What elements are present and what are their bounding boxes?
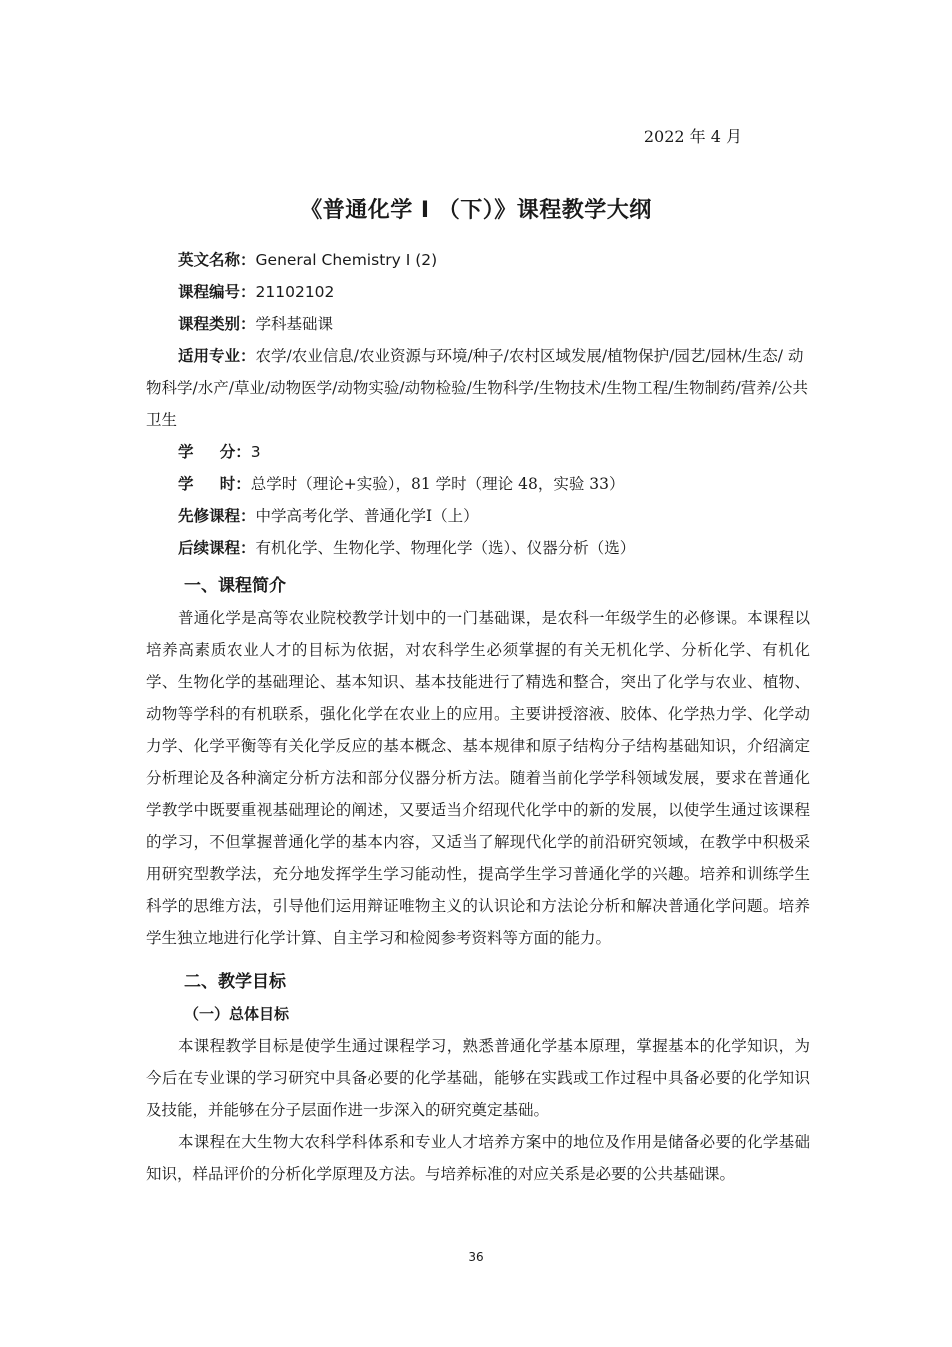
meta-value: 21102102 <box>255 283 335 301</box>
document-title: 《普通化学 I （下）》课程教学大纲 <box>300 198 652 223</box>
section-heading-intro: 一、课程简介 <box>184 576 286 596</box>
meta-value: 总学时（理论+实验），81 学时（理论 48，实验 33） <box>250 475 625 493</box>
meta-value: 农学/农业信息/农业资源与环境/种子/农村区域发展/植物保护/园艺/园林/生态/ 动物科学/水产/草业/动物医学/动物实验/动物检验/生物科学/生物技术/生物工程/生物制药/营养/公共卫生 <box>146 347 808 429</box>
paragraph-objective-1: 本课程教学目标是使学生通过课程学习，熟悉普通化学基本原理，掌握基本的化学知识，为今后在专业课的学习研究中具备必要的化学基础，能够在实践或工作过程中具备必要的化学知识及技能，并能够在分子层面作进一步深入的研究奠定基础。 <box>146 1037 810 1119</box>
meta-prerequisites <box>146 500 810 532</box>
meta-majors <box>146 340 810 436</box>
meta-hours <box>146 468 810 500</box>
meta-course-code <box>146 276 810 308</box>
meta-label: 适用专业： <box>178 347 256 365</box>
meta-value: 中学高考化学、普通化学Ⅰ（上） <box>255 507 479 525</box>
meta-label: 后续课程： <box>178 539 256 557</box>
document-body <box>146 244 810 1190</box>
meta-label: 课程编号： <box>178 283 256 301</box>
meta-english-name <box>146 244 810 276</box>
meta-label: 学 分： <box>178 443 251 461</box>
meta-credits <box>146 436 810 468</box>
meta-label: 先修课程： <box>178 507 256 525</box>
meta-value: 学科基础课 <box>255 315 334 333</box>
paragraph-intro: 普通化学是高等农业院校教学计划中的一门基础课，是农科一年级学生的必修课。本课程以培养高素质农业人才的目标为依据，对农科学生必须掌握的有关无机化学、分析化学、有机化学、生物化学的基础理论、基本知识、基本技能进行了精选和整合，突出了化学与农业、植物、动物等学科的有机联系，强化化学在农业上的应用。主要讲授溶液、胶体、化学热力学、化学动力学、化学平衡等有关化学反应的基本概念、基本规律和原子结构分子结构基础知识，介绍滴定分析理论及各种滴定分析方法和部分仪器分析方法。随着当前化学学科领域发展，要求在普通化学教学中既要重视基础理论的阐述，又要适当介绍现代化学中的新的发展，以使学生通过该课程的学习，不但掌握普通化学的基本内容，又适当了解现代化学的前沿研究领域，在教学中积极采用研究型教学法，充分地发挥学生学习能动性，提高学生学习普通化学的兴趣。培养和训练学生科学的思维方法，引导他们运用辩证唯物主义的认识论和方法论分析和解决普通化学问题。培养学生独立地进行化学计算、自主学习和检阅参考资料等方面的能力。 <box>146 609 810 947</box>
meta-label: 学 时： <box>178 475 251 493</box>
meta-value: General Chemistry I (2) <box>255 251 438 269</box>
document-date: 2022 年 4 月 <box>643 127 742 146</box>
subheading-overall-objective: （一）总体目标 <box>184 1005 290 1023</box>
meta-value: 3 <box>250 443 261 461</box>
meta-value: 有机化学、生物化学、物理化学（选）、仪器分析（选） <box>255 539 636 557</box>
page-number: 36 <box>468 1250 484 1264</box>
paragraph-objective-2: 本课程在大生物大农科学科体系和专业人才培养方案中的地位及作用是储备必要的化学基础知识，样品评价的分析化学原理及方法。与培养标准的对应关系是必要的公共基础课。 <box>146 1133 810 1183</box>
meta-label: 英文名称： <box>178 251 256 269</box>
section-heading-objectives: 二、教学目标 <box>184 972 286 992</box>
meta-course-type <box>146 308 810 340</box>
meta-label: 课程类别： <box>178 315 256 333</box>
meta-followup <box>146 532 810 564</box>
